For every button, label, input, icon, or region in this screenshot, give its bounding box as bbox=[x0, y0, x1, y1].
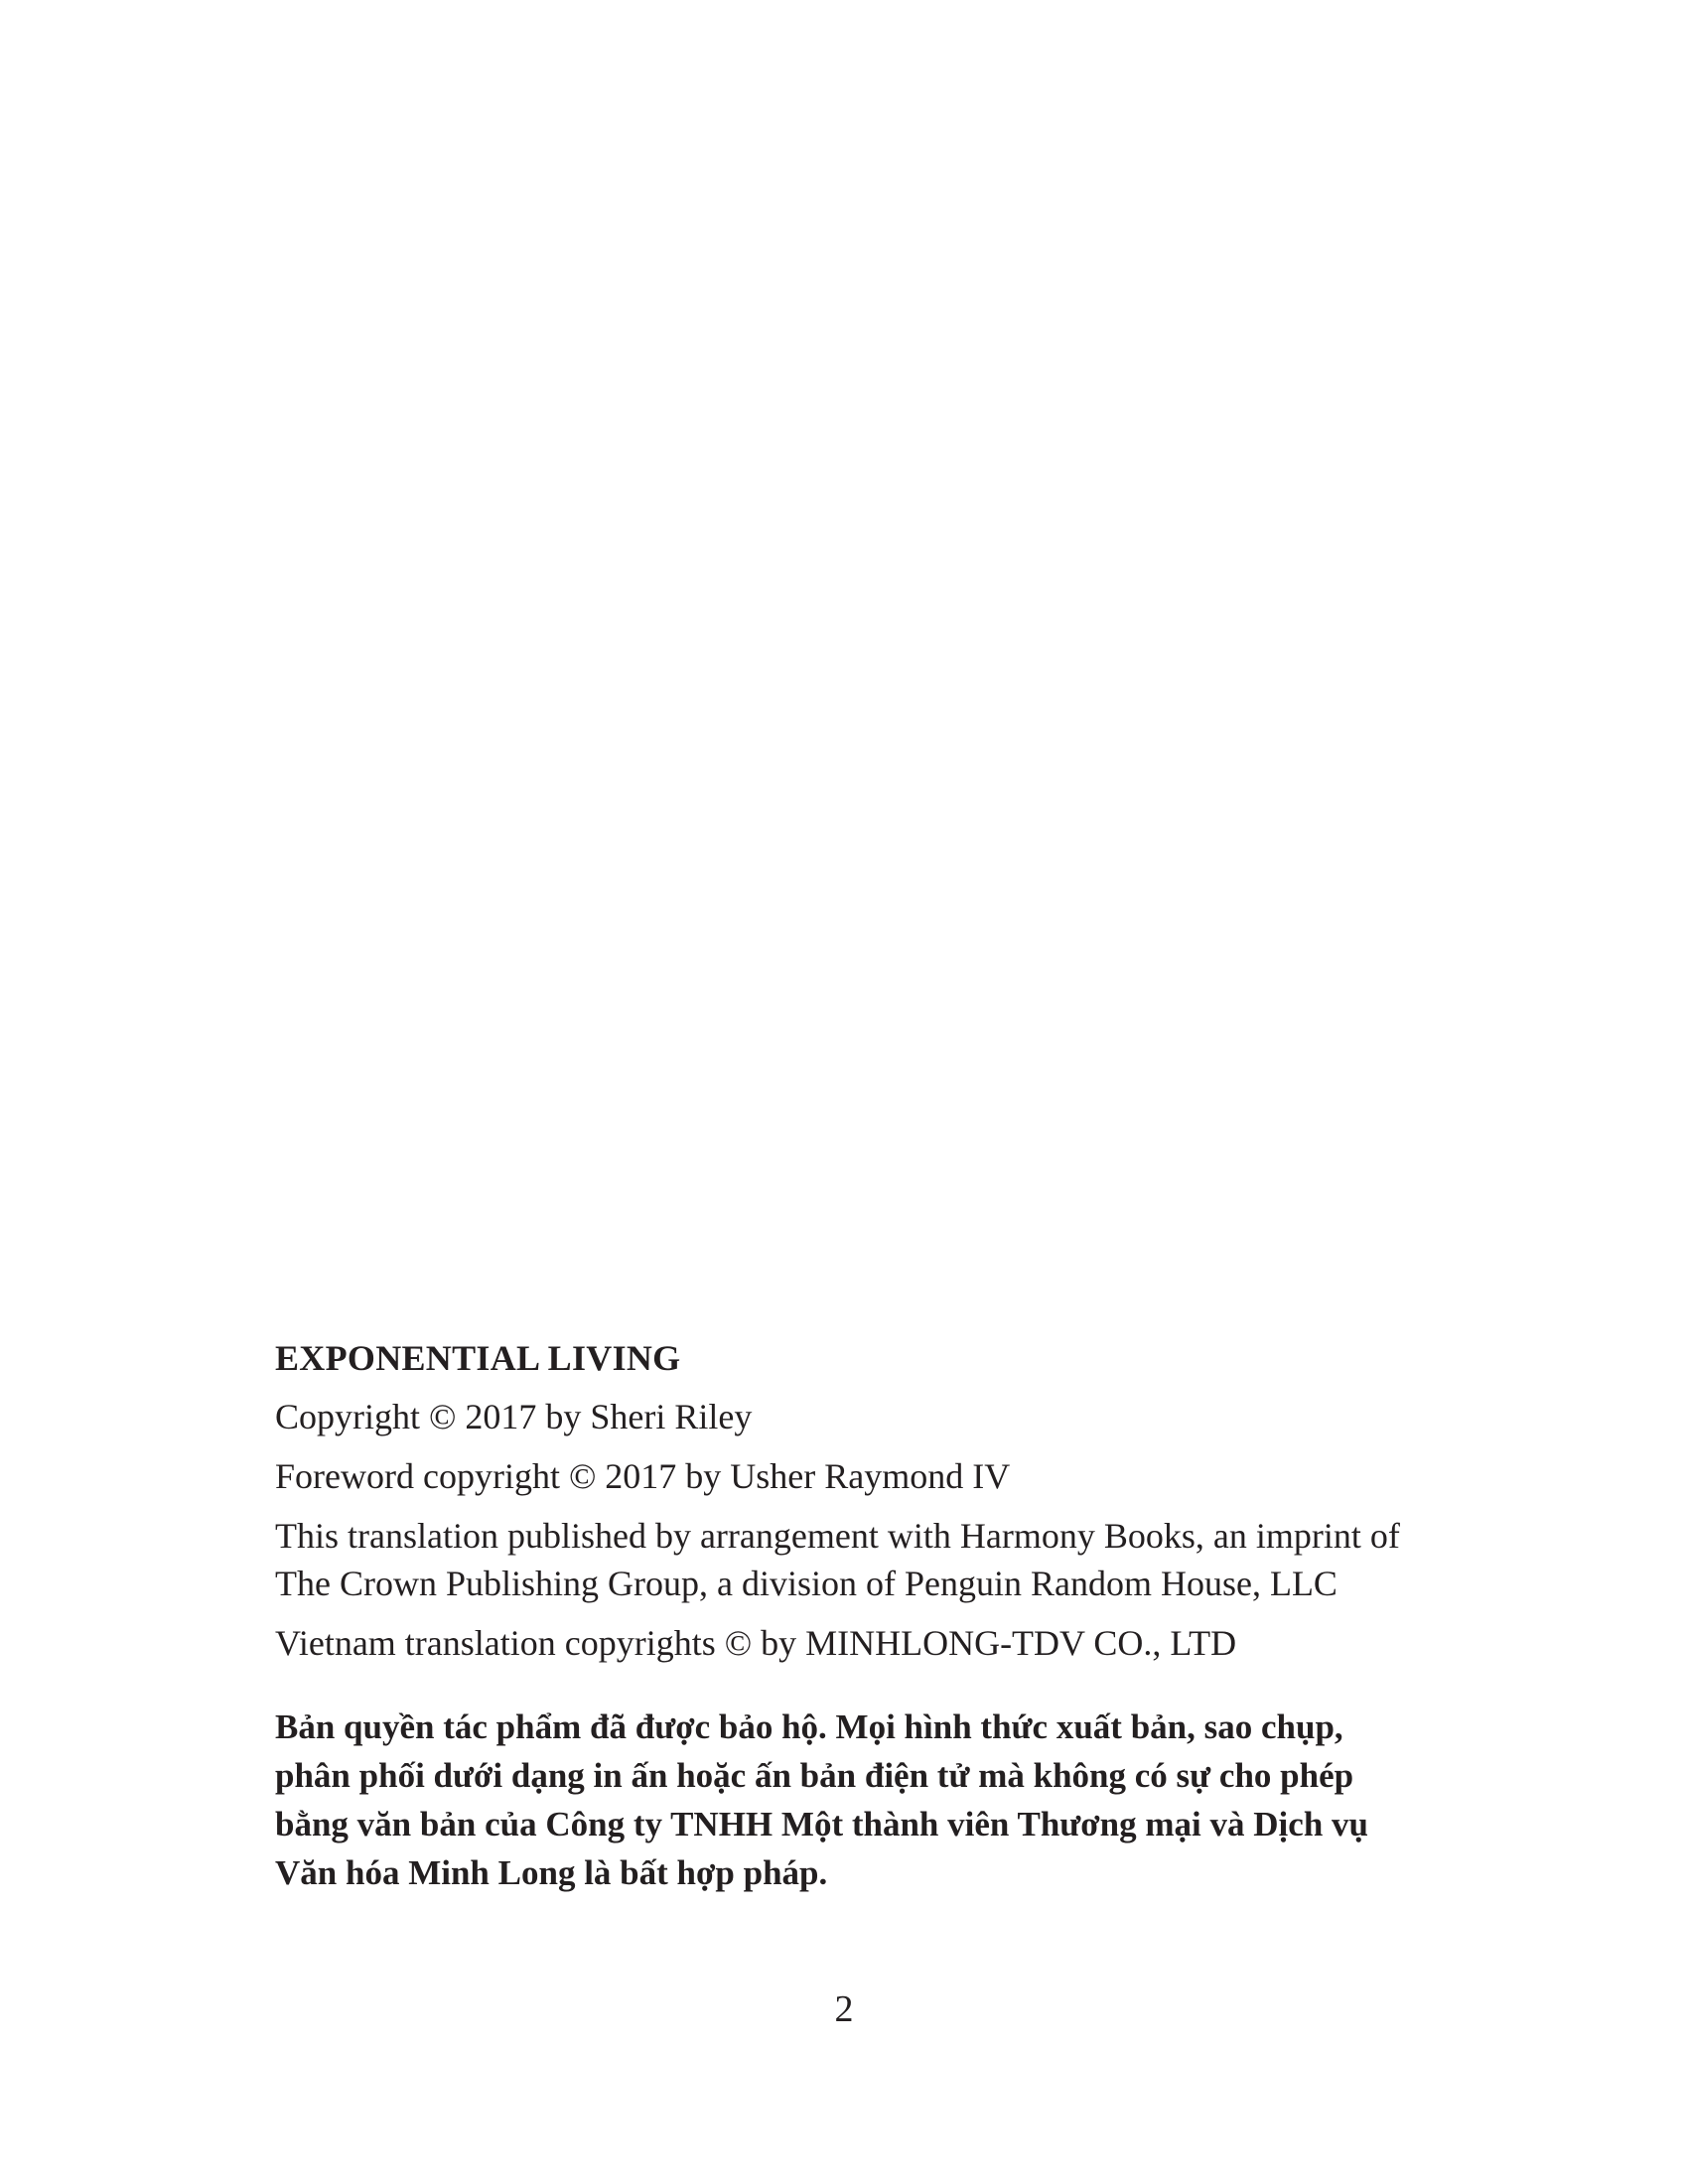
book-title: EXPONENTIAL LIVING bbox=[275, 1338, 681, 1378]
page-number: 2 bbox=[834, 1988, 854, 2030]
foreword-copyright-line: Foreword copyright © 2017 by Usher Raymond IV bbox=[275, 1456, 1011, 1496]
copyright-block bbox=[275, 1335, 1417, 1897]
legal-notice: Bản quyền tác phẩm đã được bảo hộ. Mọi hình thức xuất bản, sao chụp, phân phối dưới dạng in ấn hoặc ấn bản điện tử mà không có sự cho phép bằng văn bản của Công ty TNHH Một thành viên Thương mại và Dịch vụ Văn hóa Minh Long là bất hợp pháp. bbox=[275, 1707, 1368, 1892]
translation-arrangement: This translation published by arrangement with Harmony Books, an imprint of The Crown Publishing Group, a division of Penguin Random House, LLC bbox=[275, 1516, 1400, 1603]
vietnam-translation-line: Vietnam translation copyrights © by MINHLONG-TDV CO., LTD bbox=[275, 1623, 1237, 1663]
copyright-line: Copyright © 2017 by Sheri Riley bbox=[275, 1397, 753, 1436]
